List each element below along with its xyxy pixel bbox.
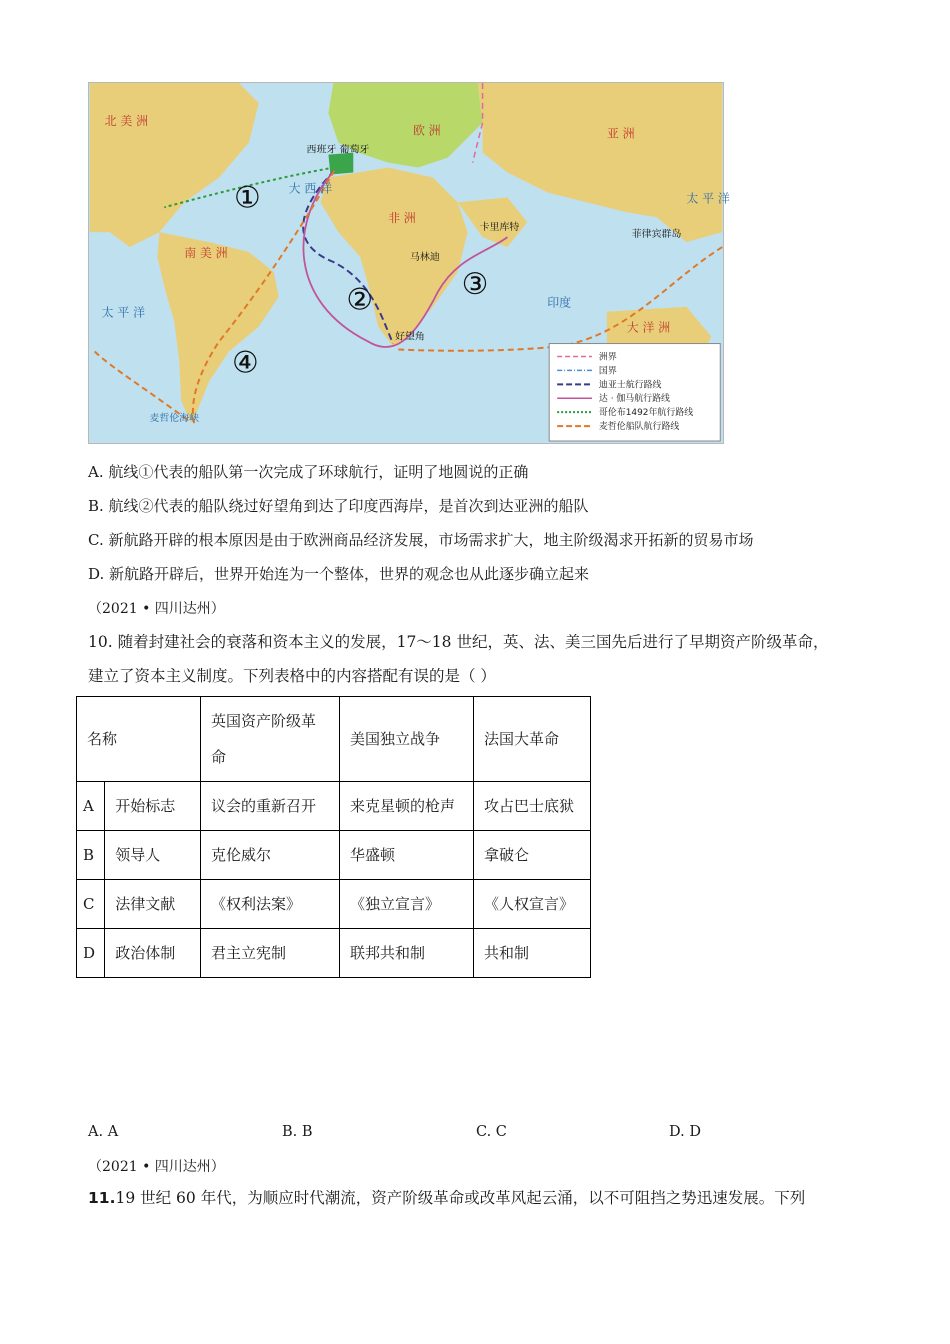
label-south-america: 南 美 洲 [184,246,228,261]
cell-usa: 来克星顿的枪声 [340,782,474,831]
row-item: 开始标志 [105,782,201,831]
africa-land [320,168,467,347]
label-spain-portugal: 西班牙 葡萄牙 [306,144,370,156]
question-number: 10. [88,633,113,651]
cell-usa: 《独立宣言》 [340,880,474,929]
label-malindi: 马林迪 [409,252,440,264]
south-america-land [157,232,278,423]
table-header-cell: 英国资产阶级革命 [201,697,340,782]
table-header-cell: 法国大革命 [474,697,591,782]
cell-france: 攻占巴士底狱 [474,782,591,831]
row-item: 领导人 [105,831,201,880]
label-philippines: 菲律宾群岛 [631,229,682,241]
route-number-3: ③ [461,266,489,302]
cell-england: 《权利法案》 [201,880,340,929]
legend-label: 达 · 伽马航行路线 [598,394,671,405]
q11-stem [88,1188,805,1208]
table-header-row [77,697,591,782]
q10-stem-text: 随着封建社会的衰落和资本主义的发展，17～18 世纪，英、法、美三国先后进行了早期资产阶级革命， [112,633,829,651]
label-europe: 欧 洲 [412,123,441,138]
map-legend [549,344,720,441]
source-tag: （2021 • 四川达州） [88,1159,225,1175]
cell-england: 议会的重新召开 [201,782,340,831]
route-number-1: ① [233,180,261,216]
label-magellan-strait: 麦哲伦海峡 [149,413,200,425]
label-pacific-right: 太 平 洋 [686,191,730,206]
row-item: 政治体制 [105,929,201,978]
route-magellan-pacific [95,352,189,422]
q9-option-d: D. 新航路开辟后，世界开始连为一个整体，世界的观念也从此逐步确立起来 [88,565,590,583]
table-header-cell: 美国独立战争 [340,697,474,782]
label-pacific-left: 太 平 洋 [101,305,146,320]
cell-france: 共和制 [474,929,591,978]
label-africa: 非 洲 [388,211,416,226]
legend-label: 洲界 [598,352,617,363]
route-number-4: ④ [231,345,259,381]
cell-france: 《人权宣言》 [474,880,591,929]
q10-stem-line1 [88,632,828,652]
legend-label: 麦哲伦船队航行路线 [598,422,680,433]
route-number-2: ② [346,282,374,318]
label-indian-ocean: 印度 [547,295,572,310]
q9-option-a: A. 航线①代表的船队第一次完成了环球航行，证明了地圆说的正确 [88,463,529,481]
route-map [88,82,730,444]
q10-stem-line2: 建立了资本主义制度。下列表格中的内容搭配有误的是（ ） [88,667,496,685]
legend-label: 国界 [598,366,617,377]
table-row [77,880,591,929]
q9-option-c: C. 新航路开辟的根本原因是由于欧洲商品经济发展，市场需求扩大，地主阶级渴求开拓新的贸易市场 [88,531,754,549]
cell-england: 克伦威尔 [201,831,340,880]
table-row [77,782,591,831]
label-oceania: 大 洋 洲 [626,320,671,335]
label-north-america: 北 美 洲 [104,113,149,128]
cell-england: 君主立宪制 [201,929,340,978]
table-row [77,831,591,880]
table-header-cell: 名称 [77,697,201,782]
q9-option-b: B. 航线②代表的船队绕过好望角到达了印度西海岸，是首次到达亚洲的船队 [88,497,589,515]
row-letter: A [77,782,105,831]
legend-label: 迪亚士航行路线 [598,380,662,391]
row-letter: D [77,929,105,978]
legend-label: 哥伦布1492年航行路线 [598,408,694,419]
row-letter: B [77,831,105,880]
q10-option-b: B. B [282,1124,313,1140]
table-row [77,929,591,978]
q11-stem-text: 19 世纪 60 年代，为顺应时代潮流，资产阶级革命或改革风起云涌，以不可阻挡之势迅速发展。下列 [115,1189,806,1207]
q10-option-d: D. D [669,1124,701,1140]
north-america-land [90,83,259,247]
row-letter: C [77,880,105,929]
q10-table [76,696,591,978]
route-map-svg [89,83,730,443]
cell-france: 拿破仑 [474,831,591,880]
q10-option-a: A. A [88,1124,119,1140]
label-calicut: 卡里库特 [479,222,520,234]
spain-portugal-land [328,153,353,175]
cell-usa: 华盛顿 [340,831,474,880]
question-number: 11. [88,1189,116,1207]
source-tag: （2021 • 四川达州） [88,601,225,617]
row-item: 法律文献 [105,880,201,929]
label-cape: 好望角 [395,331,425,343]
cell-usa: 联邦共和制 [340,929,474,978]
q10-option-c: C. C [476,1124,507,1140]
label-asia: 亚 洲 [606,126,635,141]
label-atlantic: 大 西 洋 [288,181,333,196]
